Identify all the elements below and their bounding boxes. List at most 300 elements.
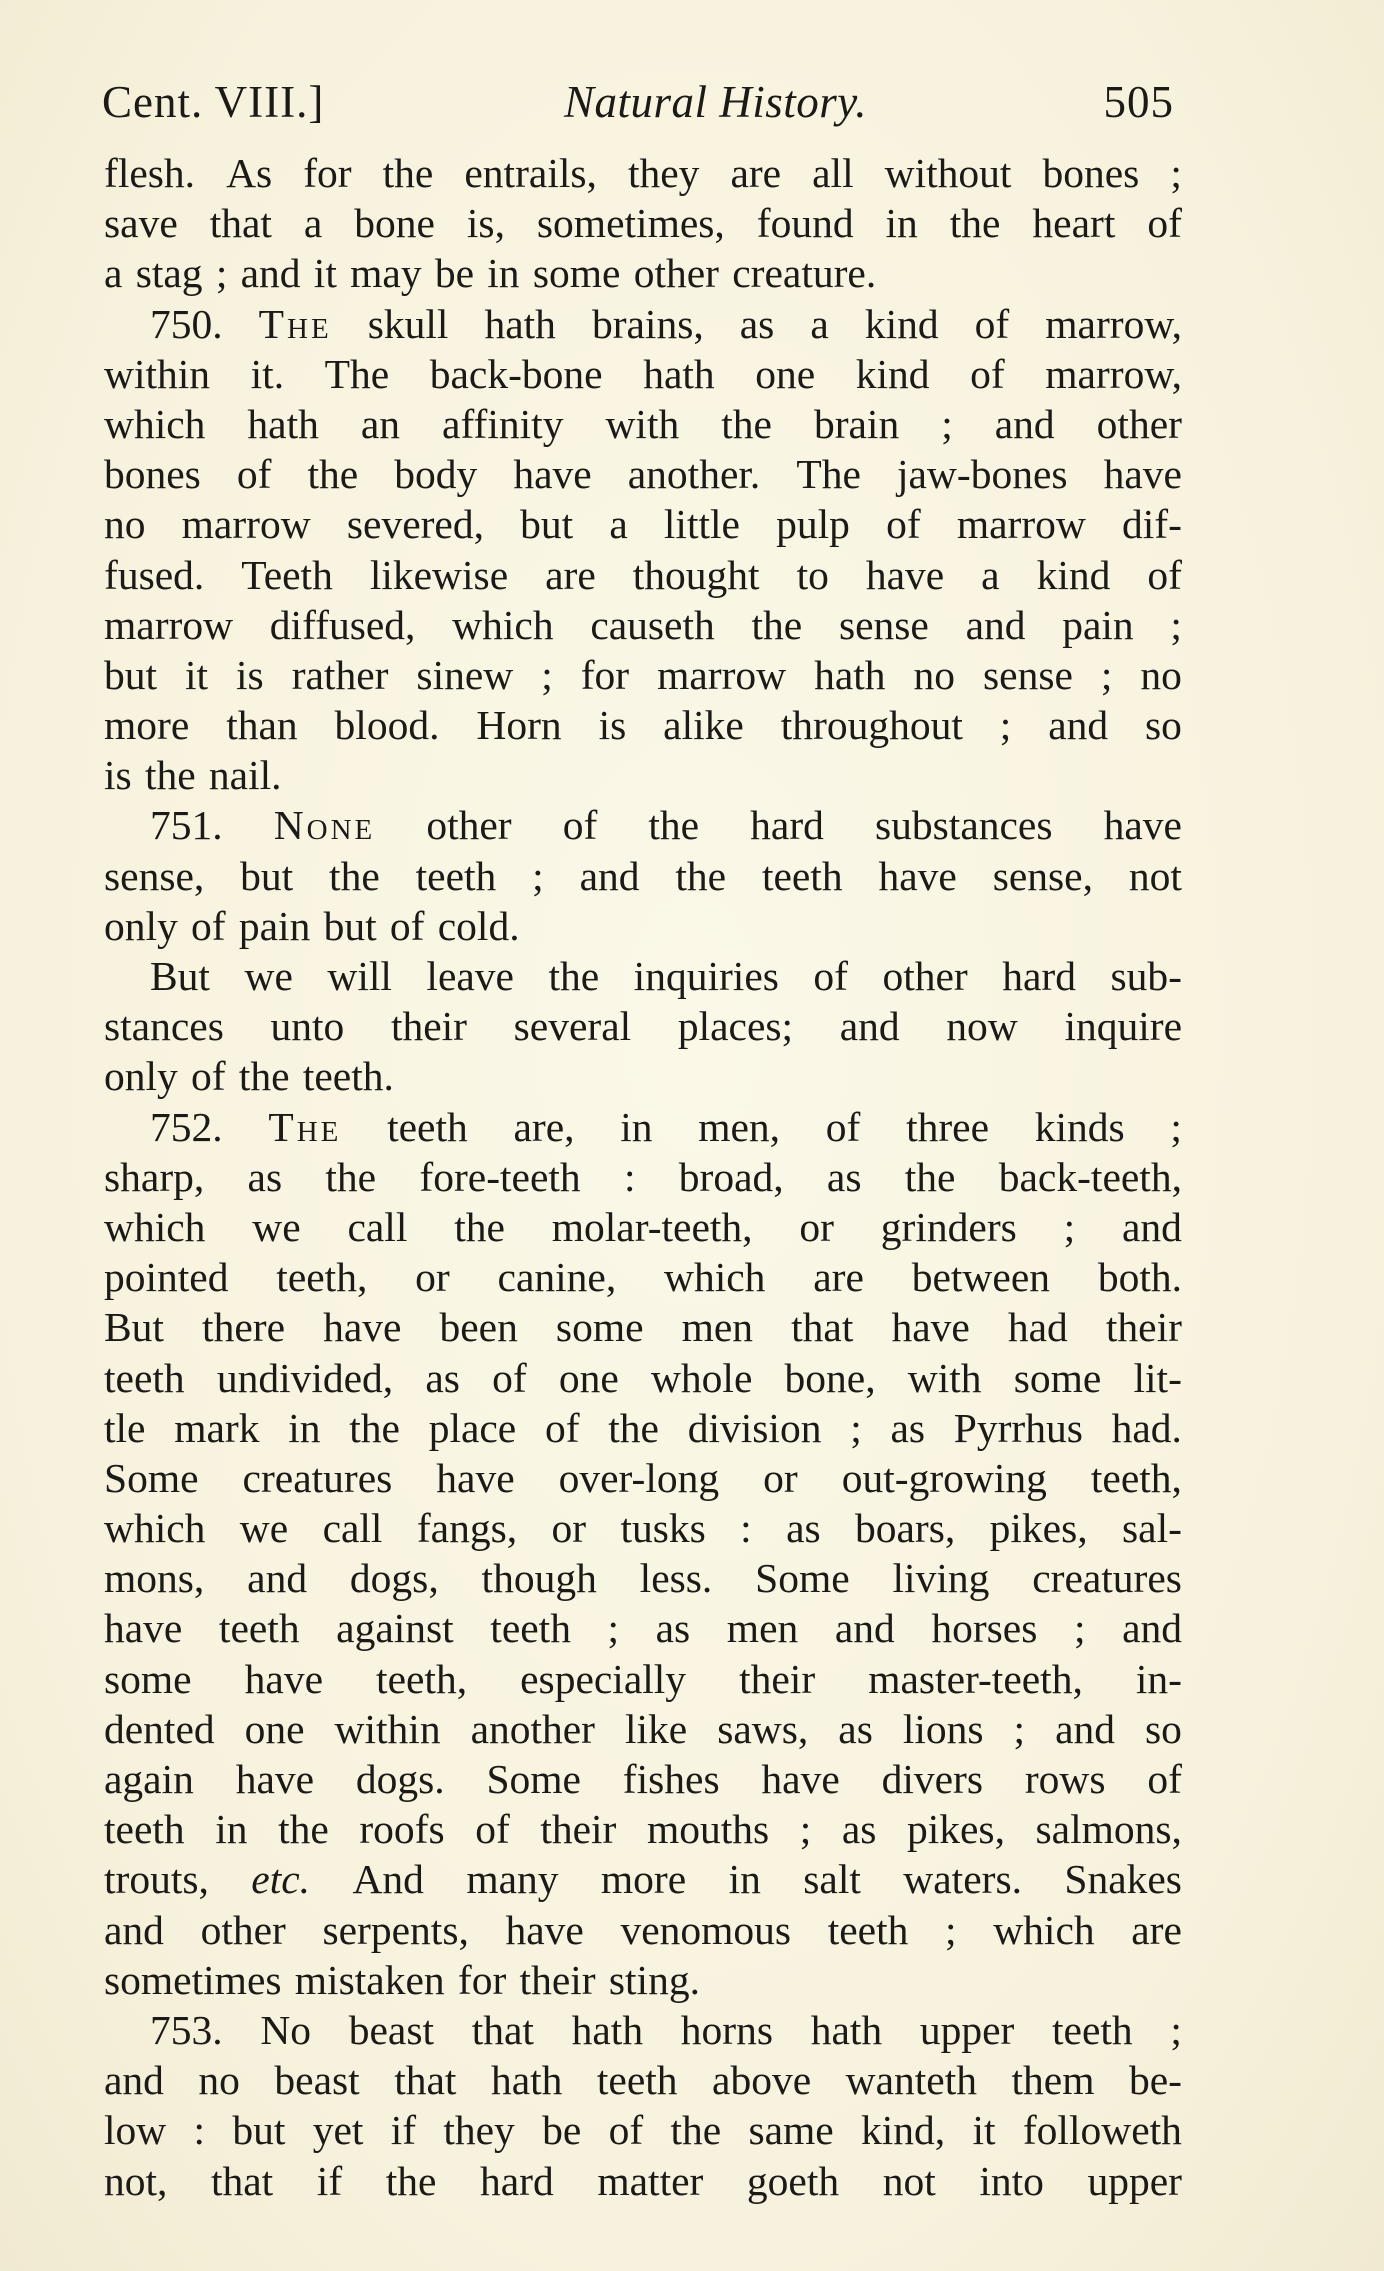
word: the [648,802,700,849]
word: no [1140,651,1182,698]
word: ; [799,1806,812,1853]
word: kinds [1034,1103,1125,1150]
word: a [303,200,323,247]
word: pikes, [989,1505,1088,1552]
word: is, [466,200,505,247]
word: teeth [104,1806,185,1853]
word: ; [999,702,1012,749]
word: entrails, [464,150,597,196]
word: teeth [387,1103,468,1150]
word: No [260,2006,312,2053]
word: but [323,902,377,949]
word: cold. [437,902,520,949]
word: hath [814,651,886,698]
word: men [681,1304,754,1351]
word: an [360,400,401,447]
word: sting. [608,1956,700,2003]
word: or [763,1454,798,1501]
word: within [104,350,211,397]
word: both. [1097,1254,1182,1301]
header-section: Cent. VIII.] [102,77,325,127]
word: affinity [442,400,564,447]
word: waters. [903,1856,1022,1903]
word: more [600,1856,687,1903]
word: But [150,953,210,999]
word: likewise [369,551,509,598]
word: is [104,752,132,799]
word: some [1013,1354,1102,1401]
word: a [981,551,1000,598]
word: horns [680,2006,773,2053]
text-line [104,248,1182,298]
text-line [104,700,1182,750]
word: and [579,852,640,899]
word: call [322,1505,383,1552]
word: the [904,1153,956,1200]
word: their [739,1655,816,1702]
word: marrow [657,651,787,698]
word: grinders [880,1203,1017,1250]
word: places; [677,1003,794,1050]
word: molar-teeth, [551,1203,753,1250]
word: have [505,1906,584,1953]
word: venomous [620,1906,792,1953]
word: creatures [1032,1555,1182,1602]
word: but [104,651,158,698]
word: teeth [1052,2006,1133,2053]
word: some [532,250,621,297]
word: are [1131,1906,1182,1953]
word: ; [1170,1103,1182,1150]
word: within [334,1705,441,1752]
text-line [104,1252,1182,1302]
word: have [1103,802,1182,849]
word: to [796,551,829,598]
word: of [970,350,1005,397]
word: the [382,150,434,196]
text-line [104,1152,1182,1202]
word: alike [663,702,744,749]
word: pain [238,902,311,949]
text-line [104,550,1182,600]
word: no [104,501,146,548]
word: which [452,601,554,648]
word: leave [426,953,514,999]
word: horses [931,1605,1038,1652]
word: kind [1036,551,1111,598]
text-line [104,349,1182,399]
text-line [104,299,1182,349]
text-line [104,1553,1182,1603]
word: have [104,1605,183,1652]
header-title: Natural History. [564,77,868,127]
word: sometimes [104,1956,282,2003]
word: canine, [497,1254,617,1301]
word: boars, [855,1505,956,1552]
word: which [104,400,206,447]
word: substances [874,802,1053,849]
word: teeth, [276,1254,368,1301]
word: ; [850,1404,862,1451]
word: all [812,150,854,196]
word: that [209,200,272,247]
word: of [544,1404,580,1451]
word: but [240,852,294,899]
word: and [104,2057,164,2104]
word: brains, [591,300,704,347]
word: of [813,953,848,999]
word: skull [367,300,449,347]
word: if [390,2107,417,2154]
word: living [892,1555,990,1602]
text-line [104,1955,1182,2005]
word: as [890,1404,926,1451]
word: some [555,1304,644,1351]
word: and [1121,1203,1182,1250]
word: fangs, [416,1505,518,1552]
word: Teeth [241,551,333,598]
word: pikes, [906,1806,1005,1853]
word: hath [810,2006,883,2053]
word: a [104,250,123,297]
word: as [826,1153,862,1200]
word: low [104,2107,167,2154]
word: ; [1063,1203,1076,1250]
word: sub- [1110,953,1182,999]
word: hard [480,2157,554,2204]
word: call [347,1203,408,1250]
word: sense, [992,852,1093,899]
word: as [841,1806,877,1853]
word: dogs, [349,1555,439,1602]
word: another [470,1705,596,1752]
word: 753. [150,2006,223,2053]
word: them [1011,2057,1095,2104]
word: the [548,953,600,999]
word: many [466,1856,559,1903]
word: sense, [104,852,205,899]
word: with [605,400,680,447]
word: only [104,902,178,949]
word: as [655,1605,691,1652]
word: not [882,2157,936,2204]
word: hard [750,802,824,849]
word: rows [1024,1756,1106,1802]
word: than [226,702,298,749]
word: their [540,1806,617,1853]
word: one [558,1354,619,1401]
word: in- [1135,1655,1182,1702]
word: have [891,1304,970,1351]
word: one [755,350,816,397]
text-line [104,499,1182,549]
word: dented [104,1705,215,1752]
word: and [1055,1705,1115,1752]
word: matter [597,2157,704,2204]
text-line [104,198,1182,248]
word: they [443,2107,515,2154]
word: ; [607,1605,620,1652]
word: divers [881,1756,983,1802]
word: salmons, [1035,1806,1182,1853]
body-text [104,148,1182,2206]
word: of [236,451,272,498]
word: and [104,1906,164,1953]
word: of [1147,200,1182,247]
text-line [104,2005,1182,2055]
word: in [487,250,520,297]
word: no [913,651,956,698]
word: as [247,1153,283,1200]
word: the [238,1053,290,1100]
word: Snakes [1064,1856,1182,1903]
word: teeth. [302,1053,394,1100]
word: The [324,350,390,397]
word: sinew [416,651,514,698]
word: we [252,1203,301,1250]
word: the [329,852,380,899]
word: sharp, [104,1153,205,1200]
word: more [104,702,190,749]
text-line [104,1654,1182,1704]
word: of [1147,1756,1182,1802]
word: that [471,2006,534,2053]
word: especially [520,1655,687,1702]
word: mons, [104,1555,205,1602]
word: : [193,2107,206,2154]
word: it [185,651,209,698]
text-line [104,148,1182,198]
word: which [104,1203,206,1250]
word: or [415,1254,450,1301]
word: whole [650,1354,753,1401]
word: teeth [827,1906,909,1953]
word: have [761,1756,840,1802]
text-line [104,449,1182,499]
word: ; [1170,601,1182,648]
word: and [839,1003,900,1050]
word: bone [354,200,435,247]
word: and [240,250,301,297]
word: back-bone [429,350,603,397]
text-line [104,1704,1182,1754]
text-line [104,600,1182,650]
word: have [323,1304,402,1351]
word: again [104,1756,194,1802]
word: have [235,1756,315,1802]
text-line [104,399,1182,449]
text-line [104,1051,1182,1101]
word: The [258,300,332,347]
word: had [1007,1304,1068,1351]
word: The [268,1103,342,1150]
text-line [104,800,1182,850]
word: master-teeth, [868,1655,1083,1702]
word: other [200,1906,286,1953]
text-line [104,2105,1182,2155]
word: teeth [104,1354,185,1401]
word: ; [215,250,228,297]
word: of [1147,551,1182,598]
word: it [972,2107,996,2154]
word: against [336,1605,454,1652]
word: which [664,1254,766,1301]
word: etc. [251,1856,311,1903]
word: mouths [646,1806,770,1853]
word: for [303,150,352,196]
word: serpents, [322,1906,469,1953]
word: and [965,601,1026,648]
word: and [247,1555,308,1602]
word: 752. [150,1103,223,1150]
word: diffused, [269,601,416,648]
word: though [481,1555,597,1602]
word: that [210,2157,274,2204]
word: wanteth [845,2057,978,2104]
text-line [104,951,1182,1001]
word: hath [571,2006,644,2053]
word: teeth [490,1605,571,1652]
word: so [1145,702,1182,749]
word: ; [1013,1705,1026,1752]
text-line [104,1905,1182,1955]
word: sense [838,601,929,648]
word: As [226,150,273,196]
word: for [457,1956,507,2003]
word: with [907,1354,982,1401]
word: a [810,300,829,347]
text-line [104,1804,1182,1854]
word: heart [1032,200,1116,247]
word: teeth [415,852,497,899]
word: stances [104,1003,224,1050]
word: have [1103,451,1182,498]
word: dogs. [355,1756,445,1802]
word: unto [270,1003,345,1050]
word: found [756,200,854,247]
word: if [316,2157,343,2204]
word: stag [135,250,203,297]
word: body [394,451,478,498]
word: of [492,1354,527,1401]
word: : [740,1505,752,1552]
word: lit- [1133,1354,1182,1401]
word: broad, [678,1153,784,1200]
word: the [751,601,803,648]
word: or [799,1203,834,1250]
word: other [426,802,512,849]
word: beast [274,2057,360,2104]
word: 751. [150,802,223,849]
word: that [791,1304,854,1351]
word: above [712,2057,812,2104]
word: and [834,1605,895,1652]
text-line [104,1001,1182,1051]
word: a [609,501,628,548]
word: of [475,1806,510,1853]
word: fore-teeth [419,1153,581,1200]
word: ; [1073,1605,1086,1652]
word: roofs [359,1806,445,1853]
word: we [239,1505,289,1552]
word: ; [1100,651,1113,698]
text-line [104,1603,1182,1653]
word: it [313,250,337,297]
word: of [562,802,598,849]
word: Pyrrhus [953,1404,1083,1451]
word: brain [813,400,900,447]
word: as [838,1705,873,1752]
text-line [104,1754,1182,1804]
text-line [104,2156,1182,2206]
word: hath [490,2057,563,2104]
word: tle [104,1404,146,1451]
word: marrow, [1045,300,1182,347]
word: without [884,150,1012,196]
word: some [104,1655,192,1702]
word: the [670,2107,722,2154]
word: three [906,1103,990,1150]
text-line [104,1503,1182,1553]
word: their [519,1956,596,2003]
text-line [104,1302,1182,1352]
word: Horn [476,702,562,749]
word: of [825,1103,861,1150]
word: sometimes, [536,200,725,247]
word: men [726,1605,799,1652]
word: in [620,1103,653,1150]
word: But [104,1304,164,1351]
word: the [325,1153,377,1200]
word: be- [1129,2057,1182,2104]
word: hard [1002,953,1077,999]
word: marrow, [1045,350,1182,397]
word: of [886,501,921,548]
word: like [625,1705,688,1752]
word: of [191,1053,226,1100]
word: mistaken [294,1956,445,2003]
word: of [974,300,1010,347]
word: Some [755,1555,850,1602]
word: is [598,702,627,749]
word: but [232,2107,286,2154]
word: inquiries [633,953,779,999]
word: they [627,150,700,196]
word: are [545,551,596,598]
word: kind, [861,2107,946,2154]
word: the [349,1404,400,1451]
word: in [728,1856,761,1903]
word: as [786,1505,821,1552]
word: And [352,1856,424,1903]
running-header [102,72,1174,132]
word: ; [941,400,953,447]
word: bone, [784,1354,876,1401]
word: None [273,802,376,849]
word: but [520,501,574,548]
word: bones [1042,150,1140,196]
word: the [721,400,772,447]
text-line [104,1102,1182,1152]
word: and [994,400,1055,447]
word: the [454,1203,505,1250]
word: in [288,1404,321,1451]
word: division [687,1404,822,1451]
word: there [202,1304,285,1351]
word: trouts, [104,1856,209,1903]
word: place [428,1404,517,1451]
word: ; [1170,150,1182,196]
